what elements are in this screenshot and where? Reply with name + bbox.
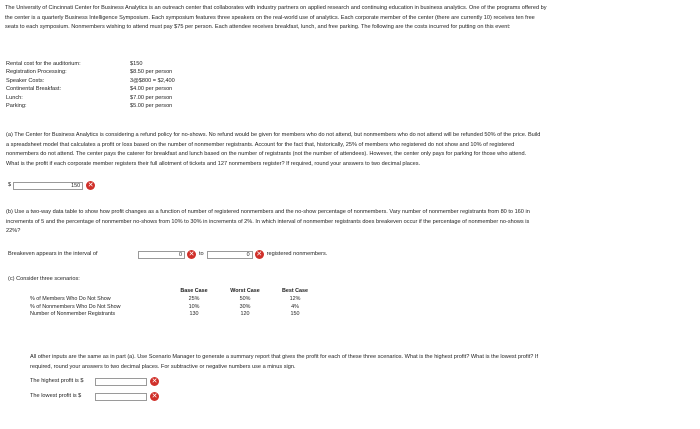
highest-profit-input[interactable] — [95, 378, 147, 386]
breakeven-prefix: Breakeven appears in the interval of — [8, 251, 98, 257]
part-a-line: a spreadsheet model that calculates a profit or loss based on the number of nonmember registrants. Account for the fact that, historically, 25% of members who registered do not show and 10% of registered — [6, 141, 515, 148]
cost-value: $150 — [130, 61, 143, 67]
cell-value: 25% — [188, 296, 200, 303]
part-c-line: All other inputs are the same as in part (a). Use Scenario Manager to generate a summary report that gives the profit for each of these three scenarios. What is the highest profit? What is the lowest profit? If — [30, 354, 539, 360]
lowest-profit-row — [30, 392, 159, 401]
part-a — [6, 131, 696, 169]
table-row — [28, 311, 318, 319]
part-b-line: increments of 5 and the percentage of nonmember no-shows from 10% to 30% in increments of 2%. In which interval of nonmember registrants does breakeven occur if the percentage of nonmember no-shows is — [6, 218, 530, 225]
header-base-case: Base Case — [180, 288, 208, 295]
cell-value: 12% — [289, 296, 301, 303]
cost-value: $5.00 per person — [130, 103, 173, 110]
highest-profit-label: The highest profit is $ — [30, 378, 84, 384]
scenario-table — [28, 288, 318, 318]
header-best-case: Best Case — [281, 288, 309, 295]
incorrect-icon: ✕ — [188, 251, 195, 258]
incorrect-icon: ✕ — [151, 378, 158, 385]
cell-value: 150 — [290, 311, 300, 318]
part-a-line: (a) The Center for Business Analytics is considering a refund policy for no-shows. No refund would be given for members who do not attend, but nonmembers who do not attend will be refunded 50% of the price. Build — [6, 132, 541, 138]
cost-label: Registration Processing: — [6, 69, 67, 76]
row-label: % of Nonmembers Who Do Not Show — [30, 303, 121, 310]
lowest-profit-label: The lowest profit is $ — [30, 393, 82, 399]
cost-row — [6, 85, 256, 93]
currency-label: $ — [8, 182, 12, 188]
part-b-answer-row — [8, 250, 327, 259]
part-a-line: nonmembers do not attend. The center pays the caterer for breakfast and lunch based on the number of registrants (not the number of attendees). However, the center only pays for parking for those who attend. — [6, 151, 527, 157]
cell-value: 120 — [240, 311, 250, 318]
cost-label: Lunch: — [6, 94, 23, 101]
cost-row — [6, 68, 256, 76]
cost-label: Rental cost for the auditorium: — [6, 61, 81, 67]
part-c-intro: (c) Consider three scenarios: — [8, 276, 80, 282]
cost-label: Speaker Costs: — [6, 77, 45, 84]
cost-label: Continental Breakfast: — [6, 86, 62, 93]
table-row — [28, 303, 318, 311]
cell-value: 130 — [189, 311, 199, 318]
cost-label: Parking: — [6, 103, 27, 110]
row-label: % of Members Who Do Not Show — [30, 296, 111, 303]
cost-list — [6, 60, 256, 110]
part-c-line: required, round your answers to two decimal places. For subtractive or negative numbers use a minus sign. — [30, 363, 296, 370]
intro-line: the center is a quarterly Business Intelligence Symposium. Each symposium features three speakers on the real-world use of analytics. Each corporate member of the center (there are currently 10) receives ten free — [5, 14, 535, 21]
cell-value: 30% — [239, 303, 251, 310]
cost-row — [6, 94, 256, 102]
table-header-row — [28, 288, 318, 296]
problem-intro — [5, 4, 695, 33]
incorrect-icon: ✕ — [256, 251, 263, 258]
incorrect-icon: ✕ — [151, 393, 158, 400]
breakeven-to-input[interactable]: 0 — [207, 251, 253, 259]
intro-line: The University of Cincinnati Center for Business Analytics is an outreach center that collaborates with industry partners on applied research and continuing education in business analytics. One of the programs offered by — [5, 5, 547, 11]
row-label: Number of Nonmember Registrants — [30, 311, 116, 318]
breakeven-suffix: registered nonmembers. — [266, 251, 328, 257]
cost-row — [6, 60, 256, 68]
part-b-line: (b) Use a two-way data table to show how profit changes as a function of number of registered nonmembers and the no-show percentage of nonmembers. Vary number of nonmember registrants from 80 to 160 in — [6, 209, 530, 215]
profit-answer-input[interactable]: 150 — [13, 182, 83, 190]
cost-value: 3@$800 = $2,400 — [130, 77, 175, 84]
highest-profit-row — [30, 377, 159, 386]
part-a-answer-row — [8, 181, 95, 190]
cell-value: 4% — [291, 303, 299, 310]
table-corner — [28, 288, 170, 296]
to-label: to — [199, 251, 204, 257]
table-row — [28, 296, 318, 304]
cost-value: $4.00 per person — [130, 86, 173, 93]
part-a-line: What is the profit if each corporate member registers their full allotment of tickets and 127 nonmembers register? If required, round your answers to two decimal places. — [6, 160, 421, 167]
incorrect-icon: ✕ — [87, 182, 94, 189]
cost-row — [6, 77, 256, 85]
part-b-line: 22%? — [6, 228, 21, 234]
part-c-text — [30, 353, 695, 372]
cost-value: $7.00 per person — [130, 94, 173, 101]
cost-value: $8.50 per person — [130, 69, 173, 76]
header-worst-case: Worst Case — [230, 288, 260, 295]
cell-value: 10% — [188, 303, 200, 310]
intro-line: seats to each symposium. Nonmembers wishing to attend must pay $75 per person. Each attendee receives breakfast, lunch, and free parking. The following are the costs incurred for putting on this event: — [5, 24, 511, 30]
cost-row — [6, 102, 256, 110]
lowest-profit-input[interactable] — [95, 393, 147, 401]
cell-value: 50% — [239, 296, 251, 303]
breakeven-from-input[interactable]: 0 — [138, 251, 185, 259]
part-b — [6, 208, 696, 237]
